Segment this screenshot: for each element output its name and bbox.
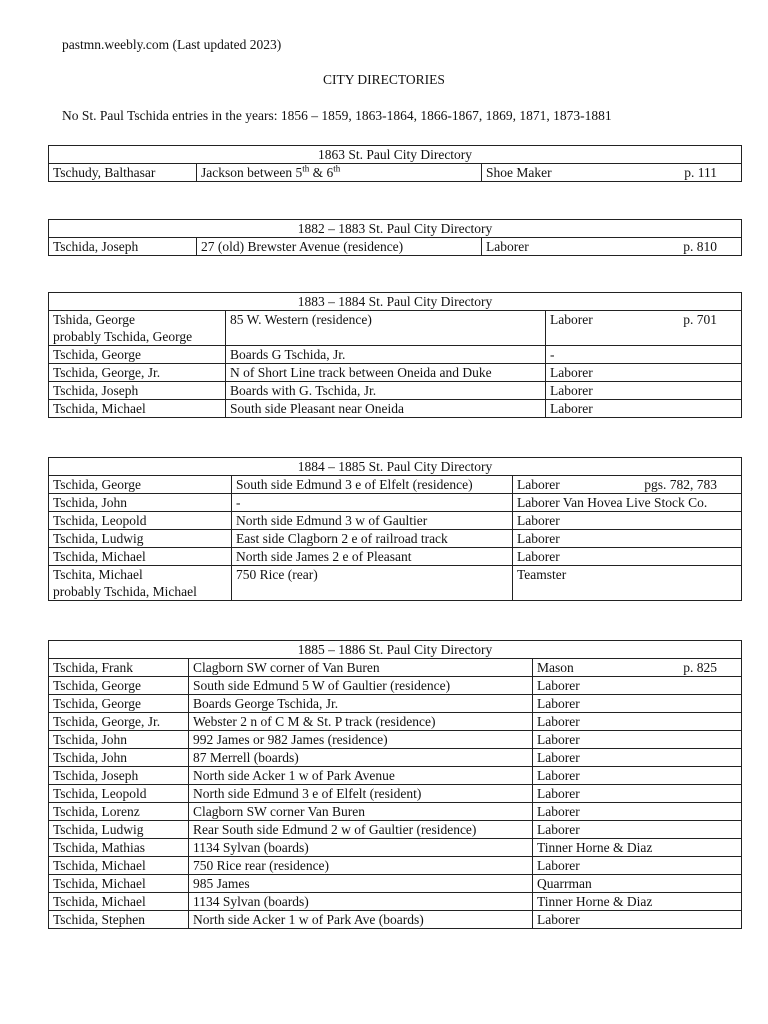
table-row xyxy=(49,803,742,821)
directory-table-1883 xyxy=(48,292,742,418)
address-cell: 27 (old) Brewster Avenue (residence) xyxy=(197,238,482,256)
page-ref: p. 701 xyxy=(683,312,717,327)
name-cell: Tschudy, Balthasar xyxy=(49,164,197,182)
table-row xyxy=(49,911,742,929)
address-cell: Clagborn SW corner Van Buren xyxy=(189,803,533,821)
table-row xyxy=(49,512,742,530)
address-cell: 750 Rice rear (residence) xyxy=(189,857,533,875)
address-cell: 750 Rice (rear) xyxy=(232,566,513,601)
address-cell: North side Acker 1 w of Park Avenue xyxy=(189,767,533,785)
name-cell: Tschida, George, Jr. xyxy=(49,364,226,382)
name-cell: Tschida, Michael xyxy=(49,893,189,911)
occupation-cell: Laborer xyxy=(533,857,742,875)
missing-years-note: No St. Paul Tschida entries in the years: 1856 – 1859, 1863-1864, 1866-1867, 1869, 1871, 1873-1881 xyxy=(62,108,612,123)
name-cell: Tschida, Joseph xyxy=(49,767,189,785)
name-cell: Tschida, George xyxy=(49,476,232,494)
address-cell: 1134 Sylvan (boards) xyxy=(189,893,533,911)
address-cell: East side Clagborn 2 e of railroad track xyxy=(232,530,513,548)
address-cell: North side Edmund 3 e of Elfelt (resident) xyxy=(189,785,533,803)
address-cell: Boards George Tschida, Jr. xyxy=(189,695,533,713)
table-row xyxy=(49,238,742,256)
name-cell: Tschida, Michael xyxy=(49,857,189,875)
directory-table-1882 xyxy=(48,219,742,256)
address-cell: 1134 Sylvan (boards) xyxy=(189,839,533,857)
name-cell: Tschida, John xyxy=(49,749,189,767)
occupation-cell: Laborer xyxy=(533,785,742,803)
address-cell: Boards G Tschida, Jr. xyxy=(226,346,546,364)
directory-table-1863 xyxy=(48,145,742,182)
table-row xyxy=(49,695,742,713)
table-row xyxy=(49,749,742,767)
occupation-cell: Laborer xyxy=(513,512,742,530)
address-cell: Boards with G. Tschida, Jr. xyxy=(226,382,546,400)
address-cell: 85 W. Western (residence) xyxy=(226,311,546,346)
occupation-cell: Laborer p. 701 xyxy=(546,311,742,346)
address-cell: North side Edmund 3 w of Gaultier xyxy=(232,512,513,530)
address-cell: North side James 2 e of Pleasant xyxy=(232,548,513,566)
name-cell: Tschida, Joseph xyxy=(49,238,197,256)
address-cell: - xyxy=(232,494,513,512)
name-cell: Tschida, Ludwig xyxy=(49,530,232,548)
table-row xyxy=(49,494,742,512)
address-cell: North side Acker 1 w of Park Ave (boards) xyxy=(189,911,533,929)
page-ref: pgs. 782, 783 xyxy=(644,477,717,492)
name-cell: Tschida, Stephen xyxy=(49,911,189,929)
occupation-cell: Tinner Horne & Diaz xyxy=(533,839,742,857)
address-cell: 992 James or 982 James (residence) xyxy=(189,731,533,749)
name-cell: Tschida, John xyxy=(49,494,232,512)
occupation-cell: Shoe Maker p. 111 xyxy=(482,164,742,182)
table-row xyxy=(49,767,742,785)
table-row xyxy=(49,530,742,548)
occupation-cell: Laborer xyxy=(533,911,742,929)
occupation-cell: Laborer p. 810 xyxy=(482,238,742,256)
name-cell: Tschida, Lorenz xyxy=(49,803,189,821)
name-cell: Tschida, George, Jr. xyxy=(49,713,189,731)
table-row xyxy=(49,857,742,875)
address-cell: Webster 2 n of C M & St. P track (residence) xyxy=(189,713,533,731)
address-cell: Jackson between 5th & 6th xyxy=(197,164,482,182)
table-row xyxy=(49,875,742,893)
name-cell: Tschida, George xyxy=(49,346,226,364)
table-row xyxy=(49,713,742,731)
name-cell: Tshida, George probably Tschida, George xyxy=(49,311,226,346)
occupation-cell: Laborer xyxy=(533,803,742,821)
name-cell: Tschita, Michael probably Tschida, Michael xyxy=(49,566,232,601)
occupation-cell: Laborer xyxy=(546,382,742,400)
name-cell: Tschida, Mathias xyxy=(49,839,189,857)
site-header: pastmn.weebly.com (Last updated 2023) xyxy=(62,37,282,52)
table-row xyxy=(49,164,742,182)
table-row xyxy=(49,311,742,346)
occupation-cell: Laborer xyxy=(533,767,742,785)
address-cell: 985 James xyxy=(189,875,533,893)
table-row xyxy=(49,548,742,566)
table-row xyxy=(49,400,742,418)
table-row xyxy=(49,476,742,494)
occupation-cell: Laborer Van Hovea Live Stock Co. xyxy=(513,494,742,512)
name-cell: Tschida, John xyxy=(49,731,189,749)
occupation-cell: Mason p. 825 xyxy=(533,659,742,677)
table-row xyxy=(49,659,742,677)
occupation-cell: Teamster xyxy=(513,566,742,601)
name-cell: Tschida, Michael xyxy=(49,875,189,893)
name-cell: Tschida, Joseph xyxy=(49,382,226,400)
occupation-cell: Laborer pgs. 782, 783 xyxy=(513,476,742,494)
occupation-cell: Laborer xyxy=(513,530,742,548)
occupation-cell: Laborer xyxy=(533,713,742,731)
name-cell: Tschida, George xyxy=(49,677,189,695)
address-cell: Clagborn SW corner of Van Buren xyxy=(189,659,533,677)
name-note: probably Tschida, George xyxy=(53,329,193,344)
page-ref: p. 111 xyxy=(684,165,717,180)
occupation-cell: Laborer xyxy=(533,695,742,713)
table-caption: 1885 – 1886 St. Paul City Directory xyxy=(49,641,742,659)
address-cell: South side Pleasant near Oneida xyxy=(226,400,546,418)
occupation-cell: Laborer xyxy=(533,677,742,695)
directory-table-1885 xyxy=(48,640,742,929)
table-caption: 1883 – 1884 St. Paul City Directory xyxy=(49,293,742,311)
page-ref: p. 825 xyxy=(683,660,717,675)
address-cell: 87 Merrell (boards) xyxy=(189,749,533,767)
table-row xyxy=(49,566,742,601)
occupation-cell: Laborer xyxy=(533,821,742,839)
table-row xyxy=(49,839,742,857)
table-row xyxy=(49,785,742,803)
name-cell: Tschida, Leopold xyxy=(49,785,189,803)
table-caption: 1884 – 1885 St. Paul City Directory xyxy=(49,458,742,476)
name-cell: Tschida, Leopold xyxy=(49,512,232,530)
address-cell: N of Short Line track between Oneida and Duke xyxy=(226,364,546,382)
occupation-cell: Tinner Horne & Diaz xyxy=(533,893,742,911)
occupation-cell: Laborer xyxy=(546,364,742,382)
occupation-cell: Laborer xyxy=(533,731,742,749)
table-row xyxy=(49,346,742,364)
address-cell: Rear South side Edmund 2 w of Gaultier (residence) xyxy=(189,821,533,839)
name-cell: Tschida, Ludwig xyxy=(49,821,189,839)
occupation-cell: Laborer xyxy=(546,400,742,418)
name-cell: Tschida, Michael xyxy=(49,548,232,566)
table-row xyxy=(49,893,742,911)
address-cell: South side Edmund 5 W of Gaultier (residence) xyxy=(189,677,533,695)
table-caption: 1863 St. Paul City Directory xyxy=(49,146,742,164)
occupation-cell: Laborer xyxy=(513,548,742,566)
name-note: probably Tschida, Michael xyxy=(53,584,197,599)
page-ref: p. 810 xyxy=(683,239,717,254)
name-cell: Tschida, Frank xyxy=(49,659,189,677)
table-caption: 1882 – 1883 St. Paul City Directory xyxy=(49,220,742,238)
occupation-cell: Laborer xyxy=(533,749,742,767)
table-row xyxy=(49,382,742,400)
directory-table-1884 xyxy=(48,457,742,601)
name-cell: Tschida, George xyxy=(49,695,189,713)
table-row xyxy=(49,677,742,695)
occupation-cell: Quarrman xyxy=(533,875,742,893)
page-title: CITY DIRECTORIES xyxy=(323,72,445,87)
name-cell: Tschida, Michael xyxy=(49,400,226,418)
table-row xyxy=(49,821,742,839)
occupation-cell: - xyxy=(546,346,742,364)
table-row xyxy=(49,731,742,749)
address-cell: South side Edmund 3 e of Elfelt (residence) xyxy=(232,476,513,494)
table-row xyxy=(49,364,742,382)
